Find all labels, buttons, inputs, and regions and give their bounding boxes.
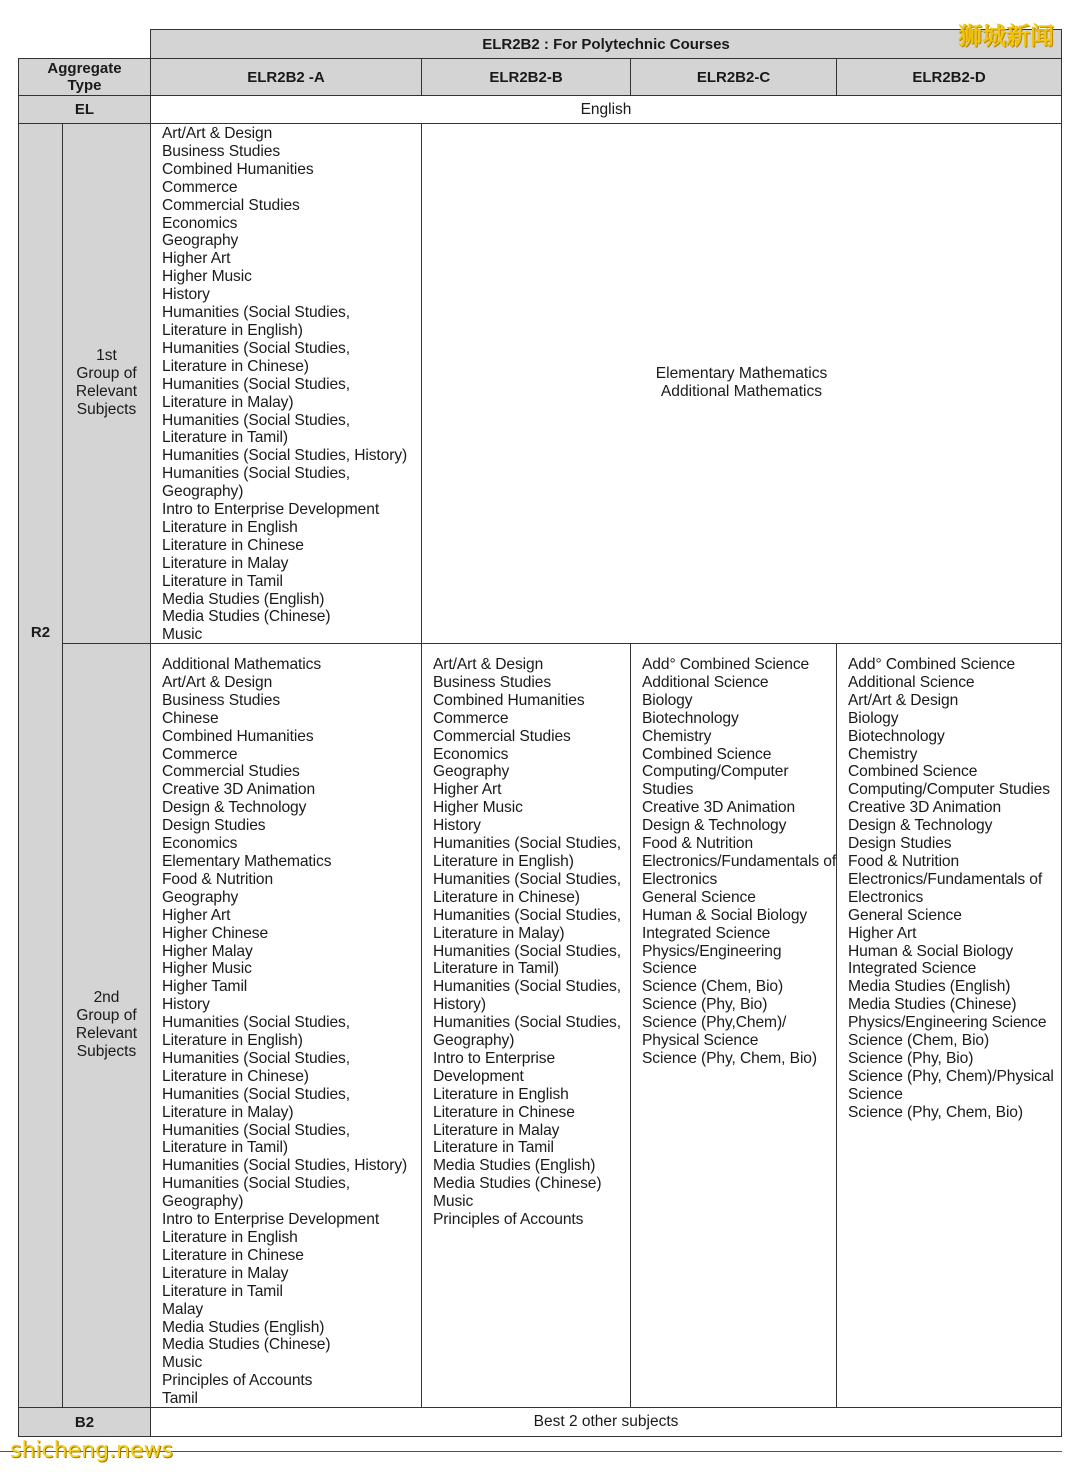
subject-item: Humanities (Social Studies,: [433, 835, 621, 853]
subject-item: Music: [162, 1354, 203, 1372]
group2-col-c-list: [642, 656, 836, 1068]
header-col-b: [421, 58, 631, 96]
group1-label-cell: [62, 123, 151, 644]
subject-item: Humanities (Social Studies,: [433, 942, 621, 960]
subject-item: Commercial Studies: [162, 196, 300, 214]
subject-item: Literature in Chinese): [162, 357, 309, 375]
subject-item: Development: [433, 1067, 524, 1085]
subject-item: Media Studies (English): [848, 978, 1011, 996]
subject-item: Physics/Engineering Science: [848, 1014, 1047, 1032]
subject-item: Literature in Malay: [162, 1264, 289, 1282]
group2-label-line: 2nd: [93, 989, 120, 1006]
group2-label: [63, 989, 150, 1061]
subject-item: Commercial Studies: [433, 727, 571, 745]
watermark-logo-bottom: shicheng.news: [10, 1438, 173, 1463]
subject-item: General Science: [642, 888, 756, 906]
subject-item: Literature in Malay): [433, 924, 565, 942]
group2-label-line: Group of: [76, 1007, 137, 1024]
subject-item: Electronics/Fundamentals of: [848, 870, 1043, 888]
subject-item: Geography: [162, 888, 239, 906]
subject-item: Literature in English): [162, 321, 303, 339]
header-col-c: [630, 58, 837, 96]
subject-item: Literature in Malay): [162, 1103, 294, 1121]
subject-item: Literature in Malay: [162, 554, 289, 572]
subject-item: Humanities (Social Studies,: [433, 978, 621, 996]
subject-item: Humanities (Social Studies,: [162, 375, 350, 393]
subject-item: Creative 3D Animation: [162, 781, 316, 799]
group2-label-line: Relevant: [75, 1025, 138, 1042]
subject-item: Media Studies (English): [162, 590, 325, 608]
subject-item: History: [433, 817, 481, 835]
subject-item: Science (Phy, Chem, Bio): [848, 1103, 1023, 1121]
subject-item: Humanities (Social Studies,: [162, 411, 350, 429]
subject-item: Integrated Science: [848, 960, 977, 978]
subject-item: Art/Art & Design: [162, 673, 273, 691]
group1-label-line: Group of: [76, 365, 137, 382]
subject-item: Human & Social Biology: [642, 906, 808, 924]
group2-label-cell: [62, 643, 151, 1408]
subject-item: Business Studies: [433, 673, 552, 691]
el-row-label-text: EL: [74, 101, 95, 118]
subject-item: Physical Science: [642, 1032, 759, 1050]
header-col-d: [836, 58, 1062, 96]
subject-item: Biology: [642, 691, 693, 709]
subject-item: Humanities (Social Studies, History): [162, 447, 408, 465]
subject-item: Electronics/Fundamentals of: [642, 852, 837, 870]
subject-item: Studies: [642, 781, 694, 799]
subject-item: Principles of Accounts: [162, 1372, 313, 1390]
subject-item: Science (Phy, Bio): [848, 1049, 974, 1067]
subject-item: Food & Nutrition: [848, 852, 960, 870]
subject-item: Business Studies: [162, 142, 281, 160]
header-col-a-text: ELR2B2 -A: [247, 68, 325, 86]
subject-item: Higher Art: [433, 781, 502, 799]
subject-item: Media Studies (English): [433, 1157, 596, 1175]
subject-item: Literature in Tamil: [162, 572, 283, 590]
subject-item: Design Studies: [848, 835, 952, 853]
subject-item: Literature in Tamil: [162, 1282, 283, 1300]
subject-item: Geography: [162, 232, 239, 250]
subject-item: Tamil: [162, 1390, 198, 1408]
group1-col-bcd-content: [422, 365, 1061, 401]
subject-item: Higher Art: [162, 906, 231, 924]
subject-item: Literature in Malay: [433, 1121, 560, 1139]
subject-item: Biotechnology: [642, 709, 739, 727]
subject-item: History: [162, 286, 210, 304]
subject-item: Economics: [162, 835, 238, 853]
group2-col-b-cell: [421, 643, 631, 1408]
subject-item: General Science: [848, 906, 962, 924]
subject-item: Design & Technology: [162, 799, 307, 817]
subject-item: Geography): [433, 1032, 515, 1050]
subject-item: Economics: [433, 745, 509, 763]
group2-col-d-list: [848, 656, 1061, 1122]
subject-item: Music: [433, 1193, 474, 1211]
subject-item: Chemistry: [642, 727, 712, 745]
subject-item: Literature in Malay): [162, 393, 294, 411]
subject-item: Literature in English): [433, 852, 574, 870]
subject-item: Science (Chem, Bio): [642, 978, 784, 996]
subject-item: Physics/Engineering: [642, 942, 782, 960]
b2-row-label-text: B2: [74, 1413, 95, 1431]
subject-item: Humanities (Social Studies, History): [162, 1157, 408, 1175]
subject-item: Commerce: [162, 178, 238, 196]
subject-item: Science (Chem, Bio): [848, 1032, 990, 1050]
el-row-value: [150, 95, 1062, 124]
subject-item: Higher Art: [848, 924, 917, 942]
header-col-b-text: ELR2B2-B: [489, 68, 563, 86]
subject-item: Electronics: [642, 870, 718, 888]
subject-item: Higher Music: [433, 799, 523, 817]
subject-item: Design Studies: [162, 817, 266, 835]
subject-item: Art/Art & Design: [848, 691, 959, 709]
table-title-text: ELR2B2 : For Polytechnic Courses: [482, 35, 730, 53]
subject-item: Human & Social Biology: [848, 942, 1014, 960]
subject-item: Literature in English: [433, 1085, 569, 1103]
subject-item: Combined Humanities: [162, 160, 314, 178]
subject-item: Literature in Chinese): [162, 1067, 309, 1085]
subject-item: Art/Art & Design: [162, 125, 273, 142]
subject-item: Electronics: [848, 888, 924, 906]
subject-item: Music: [162, 626, 203, 644]
subject-item: Media Studies (Chinese): [433, 1175, 602, 1193]
el-row-label: [18, 95, 151, 124]
r2-label-cell: [18, 123, 63, 1408]
subject-item: Commerce: [162, 745, 238, 763]
subject-item: Higher Tamil: [162, 978, 248, 996]
subject-item: Humanities (Social Studies,: [162, 1085, 350, 1103]
subject-item: Chinese: [162, 709, 219, 727]
subject-item: Literature in English): [162, 1032, 303, 1050]
subject-item: Economics: [162, 214, 238, 232]
b2-row-value: [150, 1407, 1062, 1437]
subject-item: Creative 3D Animation: [642, 799, 796, 817]
subject-item: Humanities (Social Studies,: [433, 870, 621, 888]
subject-item: Higher Malay: [162, 942, 253, 960]
subject-item: Literature in Tamil: [433, 1139, 554, 1157]
group1-label-line: Subjects: [76, 401, 137, 418]
subject-item: Add° Combined Science: [848, 656, 1016, 673]
header-col-a: [150, 58, 422, 96]
watermark-logo-top: 狮城新闻: [958, 22, 1054, 50]
subject-item: Combined Science: [848, 763, 978, 781]
subject-item: Add° Combined Science: [642, 656, 810, 673]
subject-item: Humanities (Social Studies,: [162, 1175, 350, 1193]
subject-item: History): [433, 996, 486, 1014]
header-aggregate-type: [18, 58, 151, 96]
subject-item: Humanities (Social Studies,: [433, 1014, 621, 1032]
b2-row-label: [18, 1407, 151, 1437]
subject-item: History: [162, 996, 210, 1014]
subject-item: Biotechnology: [848, 727, 945, 745]
subject-item: Literature in Tamil): [162, 1139, 288, 1157]
subject-item: Geography): [162, 483, 244, 501]
subject-item: Humanities (Social Studies,: [162, 1014, 350, 1032]
group2-col-c-cell: [630, 643, 837, 1408]
subject-item: Intro to Enterprise Development: [162, 501, 380, 519]
subject-item: Media Studies (Chinese): [848, 996, 1017, 1014]
table-title: [150, 29, 1062, 59]
group1-label-line: 1st: [96, 347, 117, 364]
subject-item: Literature in Chinese: [162, 1246, 304, 1264]
subject-item: Literature in Tamil): [162, 429, 288, 447]
group1-col-a-list: [162, 125, 421, 644]
subject-item: Design & Technology: [848, 817, 993, 835]
subject-item: Geography): [162, 1193, 244, 1211]
el-row-value-text: English: [580, 100, 632, 118]
header-col-d-text: ELR2B2-D: [912, 68, 986, 86]
subject-item: Higher Music: [162, 268, 252, 286]
subject-item: Media Studies (Chinese): [162, 608, 331, 626]
subject-item: Creative 3D Animation: [848, 799, 1002, 817]
subject-item: Business Studies: [162, 691, 281, 709]
subject-item: Literature in English: [162, 518, 298, 536]
subject-item: Combined Humanities: [433, 691, 585, 709]
subject-item: Literature in Chinese: [162, 536, 304, 554]
subject-item: Science (Phy, Bio): [642, 996, 768, 1014]
subject-item: Commercial Studies: [162, 763, 300, 781]
subject-item: Geography: [433, 763, 510, 781]
group1-col-a-cell: [150, 123, 422, 644]
subject-item: Higher Chinese: [162, 924, 269, 942]
group1-col-bcd-cell: [421, 123, 1062, 644]
group1-label: [63, 347, 150, 419]
subject-item: Art/Art & Design: [433, 656, 544, 673]
group2-col-d-cell: [836, 643, 1062, 1408]
subject-item: Humanities (Social Studies,: [433, 906, 621, 924]
subject-item: Additional Science: [642, 673, 769, 691]
subject-item: Chemistry: [848, 745, 918, 763]
subject-item: Computing/Computer Studies: [848, 781, 1050, 799]
subject-item: Literature in Chinese): [433, 888, 580, 906]
subject-item: Media Studies (English): [162, 1318, 325, 1336]
subject-item: Combined Humanities: [162, 727, 314, 745]
group1-subject: Elementary Mathematics: [655, 365, 828, 382]
subject-item: Humanities (Social Studies,: [162, 1049, 350, 1067]
subject-item: Science (Phy,Chem)/: [642, 1014, 787, 1032]
subject-item: Science: [642, 960, 697, 978]
subject-item: Higher Art: [162, 250, 231, 268]
subject-item: Intro to Enterprise Development: [162, 1211, 380, 1229]
subject-item: Malay: [162, 1300, 204, 1318]
subject-item: Food & Nutrition: [642, 835, 754, 853]
group2-col-b-list: [433, 656, 630, 1229]
b2-row-value-text: Best 2 other subjects: [533, 1413, 679, 1430]
subject-item: Humanities (Social Studies,: [162, 1121, 350, 1139]
subject-item: Literature in Chinese: [433, 1103, 575, 1121]
group2-label-line: Subjects: [76, 1043, 137, 1060]
subject-item: Intro to Enterprise: [433, 1049, 556, 1067]
subject-item: Humanities (Social Studies,: [162, 465, 350, 483]
subject-item: Food & Nutrition: [162, 870, 274, 888]
subject-item: Computing/Computer: [642, 763, 789, 781]
subject-item: Additional Science: [848, 673, 975, 691]
subject-item: Principles of Accounts: [433, 1211, 584, 1229]
subject-item: Additional Mathematics: [162, 656, 322, 673]
subject-item: Humanities (Social Studies,: [162, 304, 350, 322]
subject-item: Design & Technology: [642, 817, 787, 835]
header-col-c-text: ELR2B2-C: [696, 68, 771, 86]
group1-subject: Additional Mathematics: [660, 383, 823, 400]
subject-item: Media Studies (Chinese): [162, 1336, 331, 1354]
group2-col-a-list: [162, 656, 421, 1408]
subject-item: Higher Music: [162, 960, 252, 978]
subject-item: Combined Science: [642, 745, 772, 763]
r2-label-text: R2: [30, 624, 51, 641]
subject-item: Science (Phy, Chem, Bio): [642, 1049, 817, 1067]
subject-item: Biology: [848, 709, 899, 727]
subject-item: Humanities (Social Studies,: [162, 339, 350, 357]
header-aggregate-type-text: Aggregate Type: [47, 60, 122, 94]
subject-item: Literature in Tamil): [433, 960, 559, 978]
subject-item: Science: [848, 1085, 903, 1103]
subject-item: Commerce: [433, 709, 509, 727]
subject-item: Science (Phy, Chem)/Physical: [848, 1067, 1054, 1085]
subject-item: Literature in English: [162, 1229, 298, 1246]
group2-col-a-cell: [150, 643, 422, 1408]
group1-label-line: Relevant: [75, 383, 138, 400]
subject-item: Integrated Science: [642, 924, 771, 942]
subject-item: Elementary Mathematics: [162, 852, 332, 870]
